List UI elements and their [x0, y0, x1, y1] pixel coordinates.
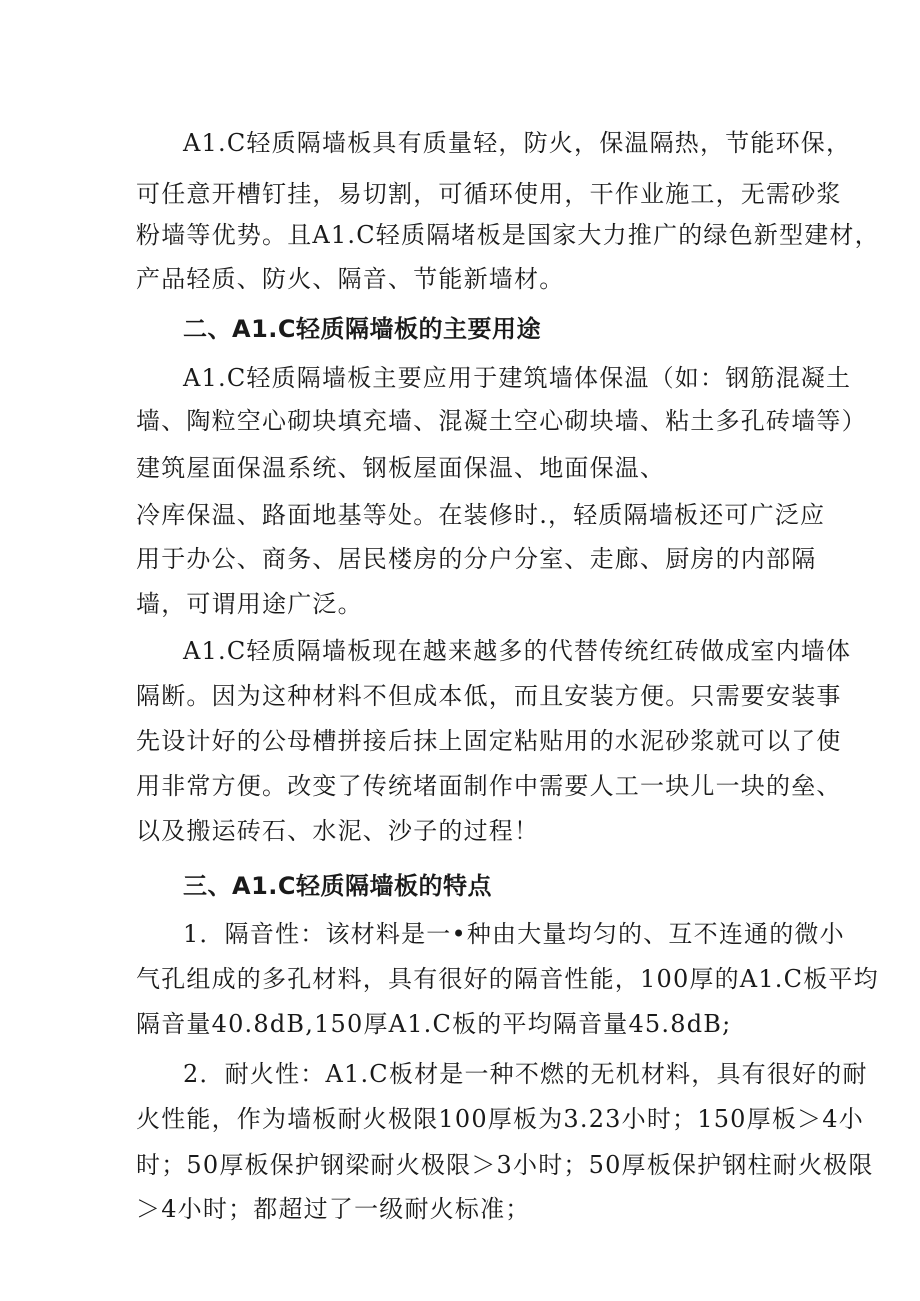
intro-paragraph-line: A1.C轻质隔墙板具有质量轻，防火，保温隔热，节能环保，: [183, 129, 852, 157]
feature-fire-resistance-line: ＞4小时；都超过了一级耐火标准；: [136, 1195, 531, 1223]
uses-paragraph-line: 墙、陶粒空心砌块填充墙、混凝土空心砌块墙、粘土多孔砖墙等）: [136, 407, 867, 435]
uses-paragraph-line: 用于办公、商务、居民楼房的分户分室、走廊、厨房的内部隔: [136, 545, 817, 573]
uses-paragraph-line: 建筑屋面保温系统、钢板屋面保温、地面保温、: [136, 454, 666, 482]
replacement-paragraph-line: 隔断。因为这种材料不但成本低，而且安装方便。只需要安装事: [136, 682, 842, 710]
feature-fire-resistance-line: 时；50厚板保护钢梁耐火极限＞3小时；50厚板保护钢柱耐火极限: [136, 1151, 874, 1179]
feature-sound-insulation-line: 隔音量40.8dB,150厚A1.C板的平均隔音量45.8dB;: [136, 1010, 732, 1038]
intro-paragraph-line: 粉墙等优势。且A1.C轻质隔堵板是国家大力推广的绿色新型建材，: [136, 221, 880, 249]
section-2-heading: 二、A1.C轻质隔墙板的主要用途: [183, 315, 542, 343]
replacement-paragraph-line: 用非常方便。改变了传统堵面制作中需要人工一块儿一块的垒、: [136, 772, 842, 800]
feature-sound-insulation-line: 1．隔音性：该材料是一•种由大量均匀的、互不连通的微小: [183, 920, 845, 948]
feature-fire-resistance-line: 火性能，作为墙板耐火极限100厚板为3.23小时；150厚板＞4小: [136, 1105, 864, 1133]
feature-fire-resistance-line: 2．耐火性：A1.C板材是一种不燃的无机材料，具有很好的耐: [183, 1060, 868, 1088]
uses-paragraph-line: 冷库保温、路面地基等处。在装修时.，轻质隔墙板还可广泛应: [136, 501, 826, 529]
intro-paragraph-line: 产品轻质、防火、隔音、节能新墙材。: [136, 265, 565, 293]
replacement-paragraph-line: A1.C轻质隔墙板现在越来越多的代替传统红砖做成室内墙体: [183, 637, 852, 665]
uses-paragraph-line: 墙，可谓用途广泛。: [136, 590, 363, 618]
intro-paragraph-line: 可任意开槽钉挂，易切割，可循环使用，干作业施工，无需砂浆: [136, 180, 842, 208]
replacement-paragraph-line: 以及搬运砖石、水泥、沙子的过程！: [136, 817, 540, 845]
replacement-paragraph-line: 先设计好的公母槽拼接后抹上固定粘贴用的水泥砂浆就可以了使: [136, 727, 842, 755]
feature-sound-insulation-line: 气孔组成的多孔材料，具有很好的隔音性能，100厚的A1.C板平均: [136, 965, 879, 993]
section-3-heading: 三、A1.C轻质隔墙板的特点: [183, 872, 493, 900]
uses-paragraph-line: A1.C轻质隔墙板主要应用于建筑墙体保温（如：钢筋混凝土: [183, 364, 852, 392]
